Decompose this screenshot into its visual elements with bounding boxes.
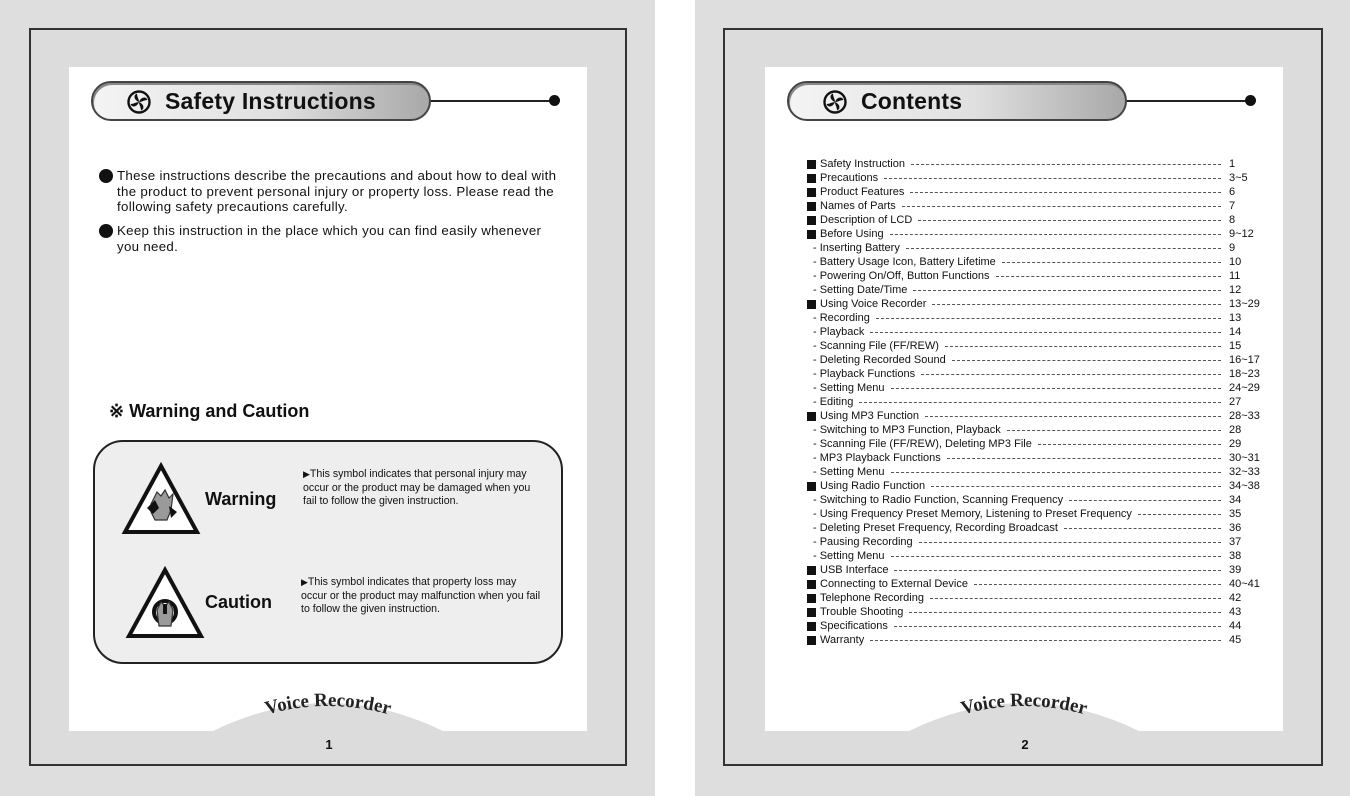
toc-leader <box>902 206 1221 207</box>
toc-entry-page: 15 <box>1229 340 1242 352</box>
toc-entry-page: 30~31 <box>1229 452 1260 464</box>
toc-entry-title: - Setting Menu <box>813 466 885 478</box>
toc-leader <box>1138 514 1221 515</box>
caution-description: ▶This symbol indicates that property loss may occur or the product may malfunction when you fail to follow the given instruction. <box>301 576 541 615</box>
toc-leader <box>876 318 1221 319</box>
toc-bullet-square <box>807 412 816 421</box>
toc-entry-page: 1 <box>1229 158 1236 170</box>
toc-leader <box>952 360 1221 361</box>
bullet-dot <box>99 169 113 183</box>
toc-bullet-square <box>807 608 816 617</box>
toc-entry <box>807 283 1269 297</box>
toc-entry-page: 44 <box>1229 620 1242 632</box>
toc-bullet-square <box>807 594 816 603</box>
toc-entry-page: 16~17 <box>1229 354 1260 366</box>
toc-entry <box>807 213 1269 227</box>
toc-leader <box>1002 262 1221 263</box>
toc-leader <box>913 290 1221 291</box>
voice-recorder-footer-logo <box>909 685 1139 731</box>
page-contents <box>723 28 1323 766</box>
toc-entry-title: - Inserting Battery <box>813 242 900 254</box>
toc-entry-title: - Setting Menu <box>813 382 885 394</box>
toc-entry <box>807 353 1269 367</box>
toc-leader <box>911 164 1221 165</box>
title-rule-dot <box>1245 95 1256 106</box>
toc-leader <box>870 332 1221 333</box>
toc-entry-page: 9~12 <box>1229 228 1254 240</box>
caution-hand-icon <box>125 566 205 640</box>
toc-bullet-square <box>807 160 816 169</box>
swirl-icon <box>127 90 151 114</box>
intro-paragraph: These instructions describe the precautions and about how to deal with the product to prevent personal injury or property loss. Please read the following safety precautions carefully. <box>117 168 557 214</box>
toc-leader <box>890 234 1221 235</box>
warning-description: ▶This symbol indicates that personal injury may occur or the product may be damaged when you fail to follow the given instruction. <box>303 468 531 507</box>
toc-entry-page: 14 <box>1229 326 1242 338</box>
toc-bullet-square <box>807 216 816 225</box>
toc-entry-title: Specifications <box>820 620 888 632</box>
toc-entry-page: 12 <box>1229 284 1242 296</box>
toc-entry-title: Safety Instruction <box>820 158 905 170</box>
toc-entry-page: 35 <box>1229 508 1242 520</box>
toc-entry-page: 3~5 <box>1229 172 1248 184</box>
toc-bullet-square <box>807 580 816 589</box>
toc-leader <box>930 598 1221 599</box>
toc-entry <box>807 297 1269 311</box>
toc-entry-title: - Deleting Recorded Sound <box>813 354 946 366</box>
swirl-icon <box>823 90 847 114</box>
toc-bullet-square <box>807 566 816 575</box>
toc-entry-title: USB Interface <box>820 564 889 576</box>
toc-leader <box>921 374 1221 375</box>
toc-entry-page: 37 <box>1229 536 1242 548</box>
title-rule <box>431 100 555 102</box>
toc-entry-title: - Editing <box>813 396 854 408</box>
toc-leader <box>870 640 1221 641</box>
toc-entry <box>807 563 1269 577</box>
toc-leader <box>891 388 1221 389</box>
toc-leader <box>910 192 1221 193</box>
toc-entry-title: - Using Frequency Preset Memory, Listening to Preset Frequency <box>813 508 1132 520</box>
toc-entry-title: - Switching to Radio Function, Scanning Frequency <box>813 494 1064 506</box>
warning-description-text: This symbol indicates that personal injury may occur or the product may be damaged when you fail to follow the given instruction. <box>303 468 531 507</box>
toc-entry-title: Before Using <box>820 228 884 240</box>
toc-leader <box>974 584 1221 585</box>
toc-entry-page: 11 <box>1229 270 1241 282</box>
title-rule <box>1127 100 1251 102</box>
title-banner <box>91 81 431 121</box>
toc-bullet-square <box>807 188 816 197</box>
bullet-dot <box>99 224 113 238</box>
warning-caution-box <box>93 440 563 664</box>
caution-description-text: This symbol indicates that property loss may occur or the product may malfunction when you fail to follow the given instruction. <box>301 576 541 615</box>
toc-leader <box>945 346 1221 347</box>
toc-bullet-square <box>807 230 816 239</box>
toc-entry <box>807 171 1269 185</box>
toc-leader <box>1007 430 1221 431</box>
toc-entry <box>807 535 1269 549</box>
toc-entry <box>807 381 1269 395</box>
toc-leader <box>932 304 1221 305</box>
toc-entry-page: 29 <box>1229 438 1242 450</box>
caution-label: Caution <box>205 592 272 612</box>
toc-leader <box>919 542 1221 543</box>
toc-entry-page: 34 <box>1229 494 1242 506</box>
toc-entry-title: - Switching to MP3 Function, Playback <box>813 424 1001 436</box>
toc-leader <box>891 472 1221 473</box>
toc-entry <box>807 507 1269 521</box>
toc-leader <box>884 178 1221 179</box>
keep-paragraph: Keep this instruction in the place which you can find easily whenever you need. <box>117 223 542 254</box>
toc-leader <box>931 486 1221 487</box>
toc-entry <box>807 423 1269 437</box>
toc-entry <box>807 199 1269 213</box>
toc-entry-title: - Scanning File (FF/REW) <box>813 340 939 352</box>
page-gutter <box>655 0 695 796</box>
toc-bullet-square <box>807 300 816 309</box>
toc-entry <box>807 479 1269 493</box>
toc-leader <box>918 220 1221 221</box>
toc-entry-title: - Setting Date/Time <box>813 284 908 296</box>
toc-leader <box>859 402 1221 403</box>
toc-leader <box>1069 500 1221 501</box>
toc-entry-title: Precautions <box>820 172 879 184</box>
toc-entry-page: 40~41 <box>1229 578 1260 590</box>
toc-entry <box>807 311 1269 325</box>
toc-entry-page: 38 <box>1229 550 1242 562</box>
table-of-contents <box>807 157 1269 647</box>
toc-entry <box>807 339 1269 353</box>
page-number: 2 <box>1021 737 1029 752</box>
page-sheet <box>69 67 587 731</box>
toc-entry-page: 42 <box>1229 592 1242 604</box>
toc-bullet-square <box>807 636 816 645</box>
toc-entry-page: 28~33 <box>1229 410 1260 422</box>
toc-leader <box>996 276 1222 277</box>
toc-entry-title: - Scanning File (FF/REW), Deleting MP3 File <box>813 438 1032 450</box>
toc-entry-page: 45 <box>1229 634 1242 646</box>
toc-entry-page: 13 <box>1229 312 1242 324</box>
toc-entry-title: Warranty <box>820 634 865 646</box>
toc-entry-title: - Recording <box>813 312 870 324</box>
toc-leader <box>906 248 1221 249</box>
toc-entry-title: - MP3 Playback Functions <box>813 452 941 464</box>
page-sheet <box>765 67 1283 731</box>
toc-entry-page: 7 <box>1229 200 1236 212</box>
toc-entry <box>807 605 1269 619</box>
toc-leader <box>891 556 1221 557</box>
toc-entry-title: Using MP3 Function <box>820 410 920 422</box>
toc-entry-title: Connecting to External Device <box>820 578 968 590</box>
voice-recorder-footer-logo <box>213 685 443 731</box>
toc-entry-page: 13~29 <box>1229 298 1260 310</box>
page-title: Safety Instructions <box>165 88 376 114</box>
toc-entry-page: 27 <box>1229 396 1242 408</box>
toc-entry <box>807 157 1269 171</box>
toc-entry-page: 9 <box>1229 242 1236 254</box>
toc-entry-page: 10 <box>1229 256 1242 268</box>
toc-entry <box>807 325 1269 339</box>
toc-entry <box>807 437 1269 451</box>
toc-entry-page: 28 <box>1229 424 1242 436</box>
toc-entry <box>807 577 1269 591</box>
title-banner <box>787 81 1127 121</box>
toc-entry <box>807 549 1269 563</box>
toc-entry-page: 39 <box>1229 564 1242 576</box>
footer-text: Voice Recorder <box>262 689 394 720</box>
page-title: Contents <box>861 88 963 114</box>
toc-bullet-square <box>807 622 816 631</box>
toc-entry <box>807 521 1269 535</box>
toc-entry-title: Trouble Shooting <box>820 606 904 618</box>
toc-entry <box>807 241 1269 255</box>
toc-entry-title: - Playback Functions <box>813 368 916 380</box>
toc-entry-title: - Deleting Preset Frequency, Recording Broadcast <box>813 522 1058 534</box>
toc-leader <box>925 416 1221 417</box>
toc-bullet-square <box>807 482 816 491</box>
toc-entry <box>807 395 1269 409</box>
toc-entry-title: - Playback <box>813 326 865 338</box>
toc-entry <box>807 227 1269 241</box>
toc-entry-title: Telephone Recording <box>820 592 924 604</box>
toc-leader <box>1038 444 1221 445</box>
toc-entry <box>807 409 1269 423</box>
toc-entry-page: 24~29 <box>1229 382 1260 394</box>
toc-entry-title: - Setting Menu <box>813 550 885 562</box>
warning-hand-icon <box>121 462 201 536</box>
warning-caution-heading: ※ Warning and Caution <box>109 401 310 421</box>
footer-text: Voice Recorder <box>958 689 1090 720</box>
toc-entry-title: Using Voice Recorder <box>820 298 927 310</box>
page-safety-instructions <box>29 28 627 766</box>
toc-entry <box>807 465 1269 479</box>
toc-entry <box>807 451 1269 465</box>
toc-entry-page: 18~23 <box>1229 368 1260 380</box>
toc-leader <box>1064 528 1221 529</box>
toc-entry-title: Description of LCD <box>820 214 913 226</box>
title-rule-dot <box>549 95 560 106</box>
toc-entry-page: 32~33 <box>1229 466 1260 478</box>
toc-entry <box>807 591 1269 605</box>
toc-entry-title: Using Radio Function <box>820 480 926 492</box>
warning-label: Warning <box>205 489 277 509</box>
toc-entry <box>807 269 1269 283</box>
toc-entry <box>807 633 1269 647</box>
toc-entry <box>807 255 1269 269</box>
toc-entry <box>807 619 1269 633</box>
toc-leader <box>909 612 1221 613</box>
toc-leader <box>947 458 1221 459</box>
toc-entry <box>807 493 1269 507</box>
toc-entry-page: 8 <box>1229 214 1236 226</box>
toc-entry-title: Product Features <box>820 186 905 198</box>
toc-bullet-square <box>807 202 816 211</box>
toc-entry-title: - Pausing Recording <box>813 536 913 548</box>
toc-bullet-square <box>807 174 816 183</box>
page-number: 1 <box>325 737 333 752</box>
toc-entry <box>807 367 1269 381</box>
toc-leader <box>894 626 1221 627</box>
toc-entry-page: 43 <box>1229 606 1242 618</box>
toc-entry-title: Names of Parts <box>820 200 896 212</box>
toc-leader <box>894 570 1221 571</box>
toc-entry <box>807 185 1269 199</box>
toc-entry-page: 6 <box>1229 186 1236 198</box>
toc-entry-title: - Powering On/Off, Button Functions <box>813 270 990 282</box>
toc-entry-title: - Battery Usage Icon, Battery Lifetime <box>813 256 996 268</box>
toc-entry-page: 36 <box>1229 522 1242 534</box>
toc-entry-page: 34~38 <box>1229 480 1260 492</box>
